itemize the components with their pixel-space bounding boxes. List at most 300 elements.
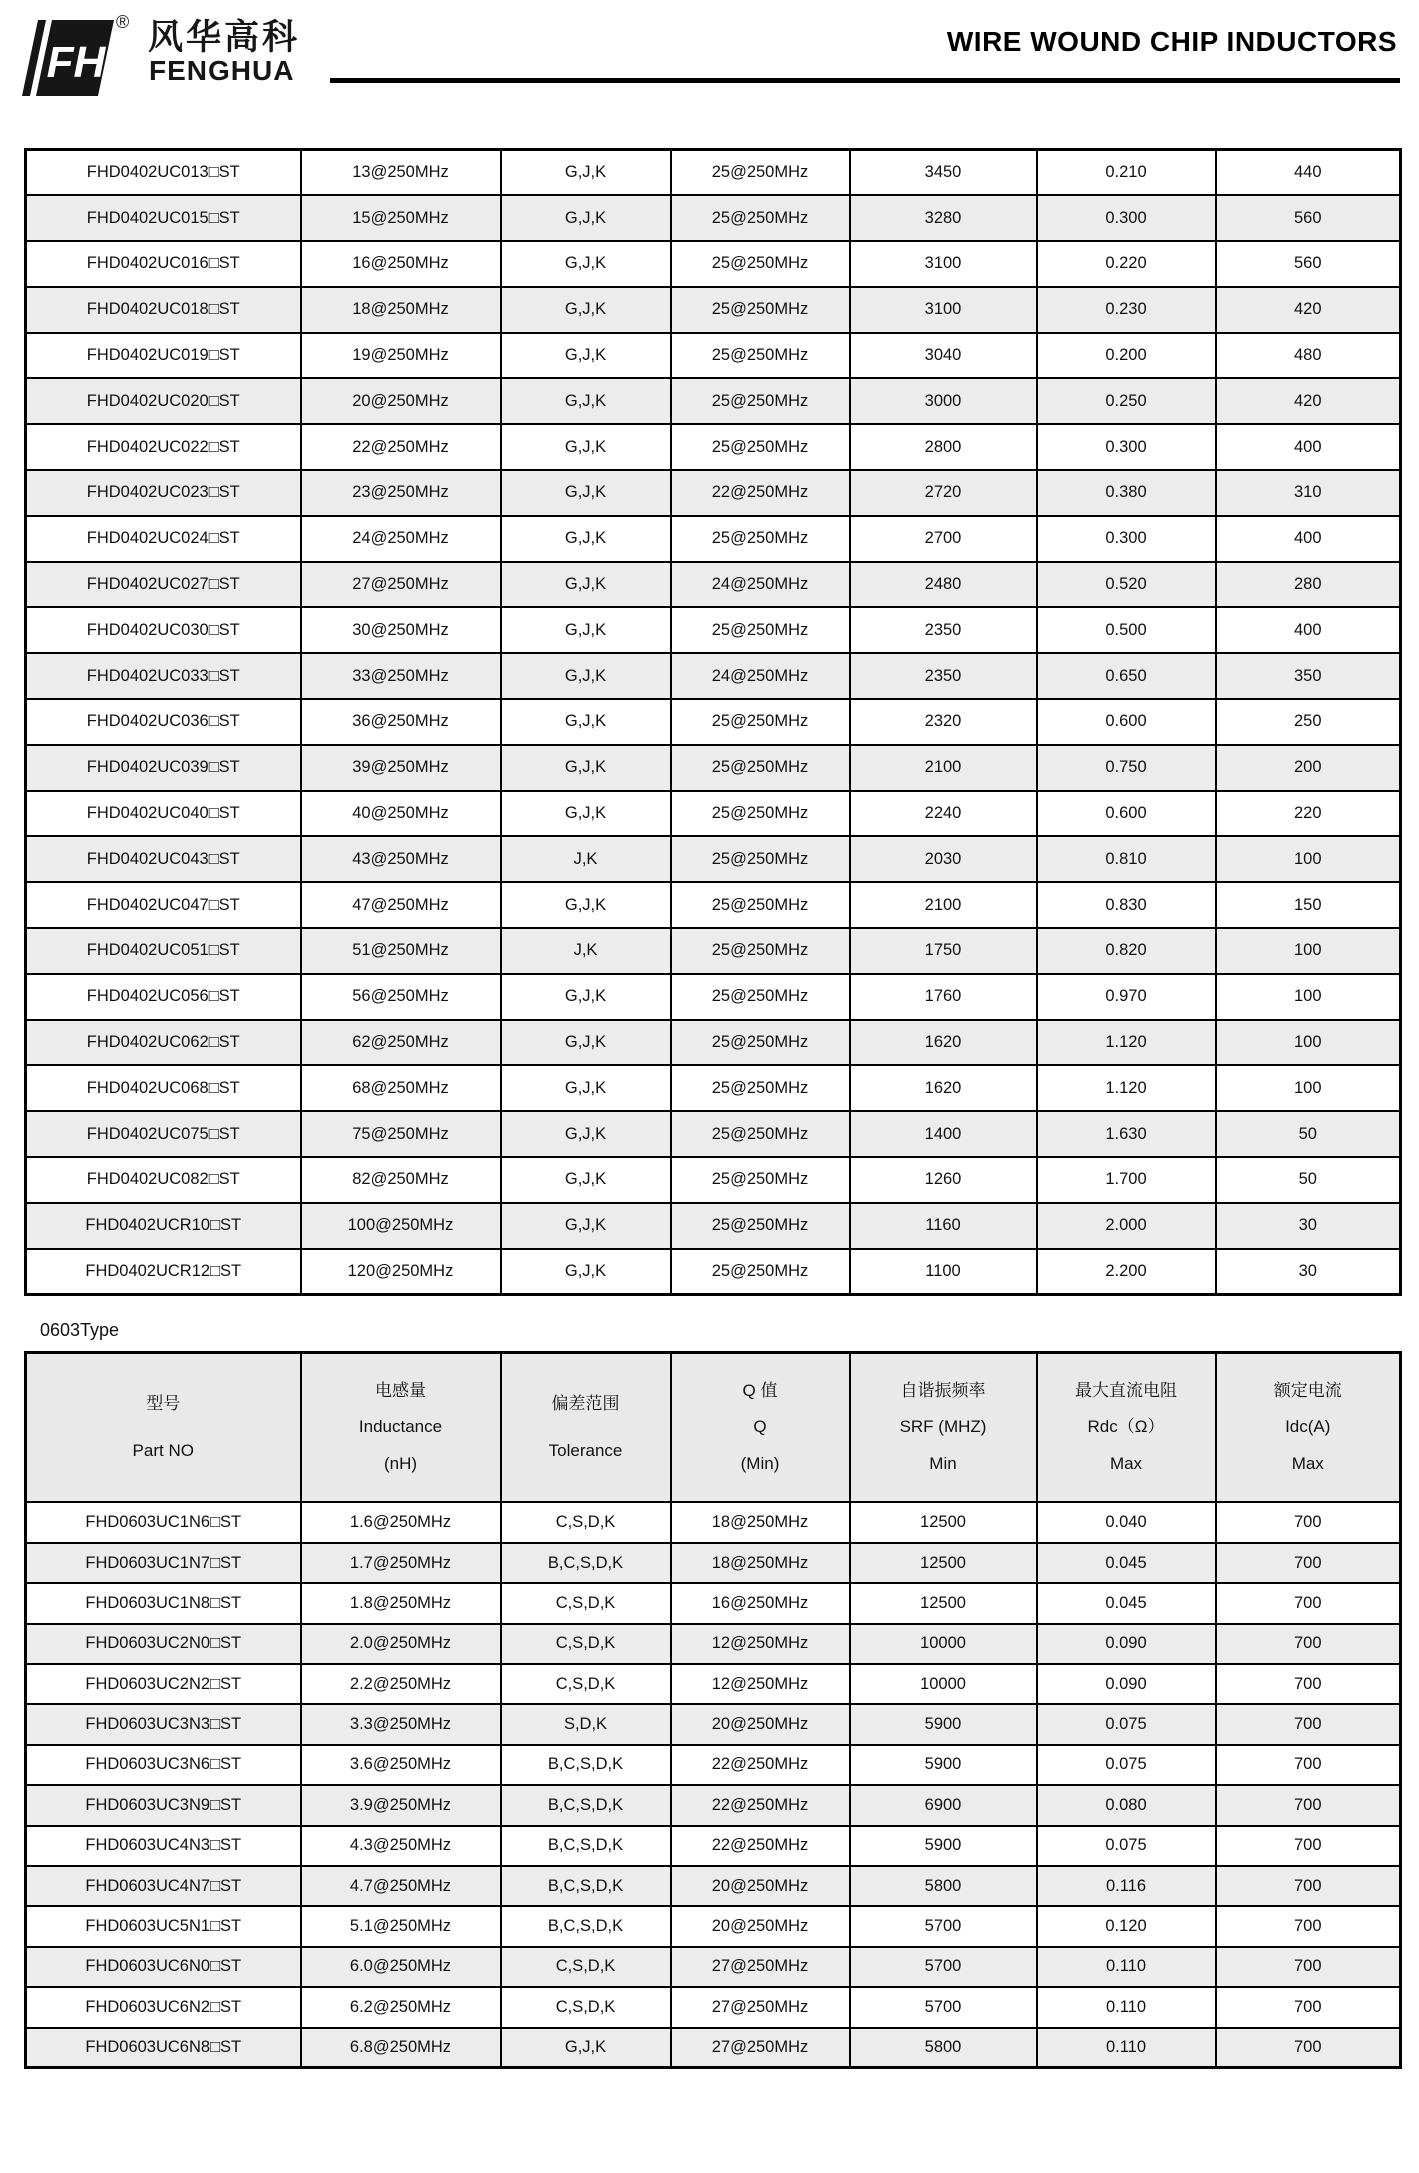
header-line: Idc(A) bbox=[1285, 1417, 1331, 1437]
cell-inductance: 47@250MHz bbox=[301, 882, 501, 928]
header-line: Max bbox=[1291, 1454, 1324, 1474]
header-line: 电感量 bbox=[375, 1380, 426, 1400]
cell-q: 27@250MHz bbox=[671, 1947, 850, 1987]
cell-tolerance: G,J,K bbox=[501, 2028, 671, 2068]
cell-inductance: 6.8@250MHz bbox=[301, 2028, 501, 2068]
header-line: Part NO bbox=[132, 1440, 194, 1460]
cell-tolerance: G,J,K bbox=[501, 1020, 671, 1066]
cell-tolerance: G,J,K bbox=[501, 562, 671, 608]
col-header-tolerance bbox=[501, 1352, 671, 1502]
cell-srf: 2800 bbox=[850, 424, 1037, 470]
cell-q: 25@250MHz bbox=[671, 882, 850, 928]
cell-inductance: 1.8@250MHz bbox=[301, 1583, 501, 1623]
cell-rdc: 0.045 bbox=[1037, 1543, 1216, 1583]
cell-tolerance: G,J,K bbox=[501, 241, 671, 287]
cell-srf: 2700 bbox=[850, 516, 1037, 562]
cell-idc: 440 bbox=[1216, 150, 1401, 196]
cell-part-no: FHD0402UC043□ST bbox=[26, 836, 301, 882]
cell-part-no: FHD0603UC4N3□ST bbox=[26, 1826, 301, 1866]
header-line: Inductance bbox=[358, 1417, 443, 1437]
cell-tolerance: J,K bbox=[501, 928, 671, 974]
cell-q: 24@250MHz bbox=[671, 653, 850, 699]
cell-tolerance: B,C,S,D,K bbox=[501, 1785, 671, 1825]
cell-srf: 6900 bbox=[850, 1785, 1037, 1825]
table-row bbox=[26, 1502, 1401, 1542]
cell-inductance: 40@250MHz bbox=[301, 791, 501, 837]
table-row bbox=[26, 1624, 1401, 1664]
cell-q: 25@250MHz bbox=[671, 378, 850, 424]
cell-q: 18@250MHz bbox=[671, 1502, 850, 1542]
cell-inductance: 3.9@250MHz bbox=[301, 1785, 501, 1825]
table-row bbox=[26, 1065, 1401, 1111]
header-line: Min bbox=[929, 1454, 957, 1474]
table-row bbox=[26, 378, 1401, 424]
cell-srf: 5900 bbox=[850, 1826, 1037, 1866]
cell-tolerance: G,J,K bbox=[501, 1065, 671, 1111]
cell-part-no: FHD0402UC056□ST bbox=[26, 974, 301, 1020]
header-line: 型号 bbox=[146, 1393, 181, 1413]
cell-srf: 2350 bbox=[850, 607, 1037, 653]
cell-idc: 220 bbox=[1216, 791, 1401, 837]
cell-rdc: 0.116 bbox=[1037, 1866, 1216, 1906]
header-line: Rdc（Ω） bbox=[1087, 1417, 1165, 1437]
cell-part-no: FHD0402UC015□ST bbox=[26, 195, 301, 241]
cell-idc: 700 bbox=[1216, 1502, 1401, 1542]
cell-rdc: 0.110 bbox=[1037, 1947, 1216, 1987]
cell-q: 25@250MHz bbox=[671, 1203, 850, 1249]
cell-idc: 700 bbox=[1216, 1624, 1401, 1664]
table-row bbox=[26, 150, 1401, 196]
cell-tolerance: G,J,K bbox=[501, 699, 671, 745]
cell-q: 25@250MHz bbox=[671, 1020, 850, 1066]
cell-inductance: 18@250MHz bbox=[301, 287, 501, 333]
cell-inductance: 6.2@250MHz bbox=[301, 1987, 501, 2027]
cell-q: 22@250MHz bbox=[671, 1826, 850, 1866]
header-line: 自谐振频率 bbox=[900, 1380, 986, 1400]
table-row bbox=[26, 699, 1401, 745]
cell-part-no: FHD0402UC018□ST bbox=[26, 287, 301, 333]
cell-part-no: FHD0402UC051□ST bbox=[26, 928, 301, 974]
cell-srf: 1260 bbox=[850, 1157, 1037, 1203]
header-divider bbox=[330, 78, 1400, 83]
cell-inductance: 2.0@250MHz bbox=[301, 1624, 501, 1664]
cell-part-no: FHD0603UC6N0□ST bbox=[26, 1947, 301, 1987]
cell-q: 24@250MHz bbox=[671, 562, 850, 608]
cell-srf: 12500 bbox=[850, 1543, 1037, 1583]
cell-q: 25@250MHz bbox=[671, 287, 850, 333]
cell-idc: 30 bbox=[1216, 1249, 1401, 1295]
cell-inductance: 24@250MHz bbox=[301, 516, 501, 562]
cell-srf: 2100 bbox=[850, 882, 1037, 928]
cell-srf: 2720 bbox=[850, 470, 1037, 516]
cell-tolerance: G,J,K bbox=[501, 378, 671, 424]
cell-rdc: 0.080 bbox=[1037, 1785, 1216, 1825]
cell-inductance: 68@250MHz bbox=[301, 1065, 501, 1111]
cell-idc: 310 bbox=[1216, 470, 1401, 516]
cell-q: 25@250MHz bbox=[671, 699, 850, 745]
cell-srf: 1400 bbox=[850, 1111, 1037, 1157]
cell-rdc: 0.830 bbox=[1037, 882, 1216, 928]
cell-rdc: 0.300 bbox=[1037, 195, 1216, 241]
cell-q: 25@250MHz bbox=[671, 424, 850, 470]
cell-tolerance: G,J,K bbox=[501, 1157, 671, 1203]
cell-tolerance: B,C,S,D,K bbox=[501, 1906, 671, 1946]
cell-inductance: 82@250MHz bbox=[301, 1157, 501, 1203]
cell-rdc: 0.600 bbox=[1037, 699, 1216, 745]
cell-part-no: FHD0603UC6N8□ST bbox=[26, 2028, 301, 2068]
cell-rdc: 0.210 bbox=[1037, 150, 1216, 196]
cell-q: 25@250MHz bbox=[671, 1065, 850, 1111]
table-row bbox=[26, 1203, 1401, 1249]
cell-srf: 3000 bbox=[850, 378, 1037, 424]
cell-rdc: 1.700 bbox=[1037, 1157, 1216, 1203]
cell-rdc: 0.075 bbox=[1037, 1704, 1216, 1744]
cell-rdc: 0.300 bbox=[1037, 516, 1216, 562]
cell-srf: 1760 bbox=[850, 974, 1037, 1020]
cell-tolerance: B,C,S,D,K bbox=[501, 1745, 671, 1785]
cell-rdc: 0.650 bbox=[1037, 653, 1216, 699]
table-row bbox=[26, 1157, 1401, 1203]
cell-tolerance: G,J,K bbox=[501, 333, 671, 379]
cell-part-no: FHD0402UC023□ST bbox=[26, 470, 301, 516]
header-line: Tolerance bbox=[548, 1440, 623, 1460]
cell-rdc: 0.820 bbox=[1037, 928, 1216, 974]
cell-srf: 5900 bbox=[850, 1704, 1037, 1744]
cell-inductance: 3.3@250MHz bbox=[301, 1704, 501, 1744]
cell-idc: 700 bbox=[1216, 1906, 1401, 1946]
cell-rdc: 0.250 bbox=[1037, 378, 1216, 424]
cell-rdc: 0.230 bbox=[1037, 287, 1216, 333]
cell-inductance: 22@250MHz bbox=[301, 424, 501, 470]
cell-rdc: 0.750 bbox=[1037, 745, 1216, 791]
cell-part-no: FHD0402UC020□ST bbox=[26, 378, 301, 424]
cell-inductance: 13@250MHz bbox=[301, 150, 501, 196]
cell-idc: 700 bbox=[1216, 2028, 1401, 2068]
page-header bbox=[0, 0, 1419, 148]
cell-part-no: FHD0402UC030□ST bbox=[26, 607, 301, 653]
cell-q: 27@250MHz bbox=[671, 1987, 850, 2027]
cell-inductance: 43@250MHz bbox=[301, 836, 501, 882]
cell-inductance: 75@250MHz bbox=[301, 1111, 501, 1157]
cell-idc: 700 bbox=[1216, 1664, 1401, 1704]
cell-rdc: 0.380 bbox=[1037, 470, 1216, 516]
cell-idc: 100 bbox=[1216, 974, 1401, 1020]
cell-srf: 1100 bbox=[850, 1249, 1037, 1295]
cell-part-no: FHD0603UC3N9□ST bbox=[26, 1785, 301, 1825]
cell-rdc: 0.045 bbox=[1037, 1583, 1216, 1623]
header-line: Max bbox=[1109, 1454, 1143, 1474]
table-row bbox=[26, 1543, 1401, 1583]
col-header-q bbox=[671, 1352, 850, 1502]
cell-part-no: FHD0603UC1N7□ST bbox=[26, 1543, 301, 1583]
cell-rdc: 0.600 bbox=[1037, 791, 1216, 837]
cell-part-no: FHD0402UCR10□ST bbox=[26, 1203, 301, 1249]
cell-inductance: 33@250MHz bbox=[301, 653, 501, 699]
cell-idc: 100 bbox=[1216, 928, 1401, 974]
cell-q: 18@250MHz bbox=[671, 1543, 850, 1583]
cell-inductance: 15@250MHz bbox=[301, 195, 501, 241]
cell-part-no: FHD0603UC1N6□ST bbox=[26, 1502, 301, 1542]
col-header-part-no bbox=[26, 1352, 301, 1502]
cell-srf: 3100 bbox=[850, 241, 1037, 287]
cell-idc: 30 bbox=[1216, 1203, 1401, 1249]
cell-inductance: 1.7@250MHz bbox=[301, 1543, 501, 1583]
cell-part-no: FHD0603UC4N7□ST bbox=[26, 1866, 301, 1906]
cell-q: 22@250MHz bbox=[671, 1745, 850, 1785]
table-row bbox=[26, 836, 1401, 882]
cell-q: 25@250MHz bbox=[671, 928, 850, 974]
table-row bbox=[26, 1020, 1401, 1066]
cell-idc: 700 bbox=[1216, 1947, 1401, 1987]
cell-idc: 700 bbox=[1216, 1987, 1401, 2027]
table-row bbox=[26, 1906, 1401, 1946]
cell-part-no: FHD0603UC5N1□ST bbox=[26, 1906, 301, 1946]
cell-idc: 150 bbox=[1216, 882, 1401, 928]
header-line: 偏差范围 bbox=[551, 1393, 620, 1413]
cell-srf: 3100 bbox=[850, 287, 1037, 333]
table-row bbox=[26, 1111, 1401, 1157]
cell-q: 12@250MHz bbox=[671, 1664, 850, 1704]
cell-tolerance: G,J,K bbox=[501, 150, 671, 196]
cell-part-no: FHD0603UC2N2□ST bbox=[26, 1664, 301, 1704]
cell-q: 25@250MHz bbox=[671, 745, 850, 791]
cell-tolerance: C,S,D,K bbox=[501, 1583, 671, 1623]
cell-inductance: 62@250MHz bbox=[301, 1020, 501, 1066]
col-header-srf bbox=[850, 1352, 1037, 1502]
table-row bbox=[26, 1826, 1401, 1866]
cell-tolerance: C,S,D,K bbox=[501, 1624, 671, 1664]
cell-rdc: 0.200 bbox=[1037, 333, 1216, 379]
logo-english-text: FENGHUA bbox=[149, 55, 295, 86]
cell-q: 16@250MHz bbox=[671, 1583, 850, 1623]
cell-inductance: 2.2@250MHz bbox=[301, 1664, 501, 1704]
cell-srf: 12500 bbox=[850, 1583, 1037, 1623]
cell-inductance: 4.3@250MHz bbox=[301, 1826, 501, 1866]
cell-srf: 3450 bbox=[850, 150, 1037, 196]
cell-srf: 5700 bbox=[850, 1947, 1037, 1987]
cell-idc: 560 bbox=[1216, 241, 1401, 287]
cell-rdc: 0.220 bbox=[1037, 241, 1216, 287]
cell-idc: 280 bbox=[1216, 562, 1401, 608]
cell-q: 25@250MHz bbox=[671, 607, 850, 653]
cell-part-no: FHD0402UC016□ST bbox=[26, 241, 301, 287]
cell-tolerance: C,S,D,K bbox=[501, 1987, 671, 2027]
cell-idc: 700 bbox=[1216, 1866, 1401, 1906]
cell-rdc: 0.040 bbox=[1037, 1502, 1216, 1542]
cell-rdc: 0.110 bbox=[1037, 2028, 1216, 2068]
cell-q: 20@250MHz bbox=[671, 1906, 850, 1946]
cell-tolerance: B,C,S,D,K bbox=[501, 1866, 671, 1906]
cell-tolerance: S,D,K bbox=[501, 1704, 671, 1744]
cell-q: 20@250MHz bbox=[671, 1866, 850, 1906]
cell-part-no: FHD0402UC047□ST bbox=[26, 882, 301, 928]
cell-part-no: FHD0603UC3N6□ST bbox=[26, 1745, 301, 1785]
cell-inductance: 36@250MHz bbox=[301, 699, 501, 745]
cell-tolerance: G,J,K bbox=[501, 287, 671, 333]
cell-tolerance: G,J,K bbox=[501, 195, 671, 241]
table-row bbox=[26, 1583, 1401, 1623]
cell-tolerance: B,C,S,D,K bbox=[501, 1826, 671, 1866]
cell-q: 25@250MHz bbox=[671, 150, 850, 196]
table-row bbox=[26, 1745, 1401, 1785]
cell-part-no: FHD0603UC1N8□ST bbox=[26, 1583, 301, 1623]
cell-inductance: 39@250MHz bbox=[301, 745, 501, 791]
cell-inductance: 30@250MHz bbox=[301, 607, 501, 653]
cell-rdc: 1.630 bbox=[1037, 1111, 1216, 1157]
cell-inductance: 5.1@250MHz bbox=[301, 1906, 501, 1946]
table-row bbox=[26, 333, 1401, 379]
cell-q: 20@250MHz bbox=[671, 1704, 850, 1744]
cell-tolerance: C,S,D,K bbox=[501, 1664, 671, 1704]
table-row bbox=[26, 745, 1401, 791]
cell-tolerance: G,J,K bbox=[501, 974, 671, 1020]
cell-idc: 50 bbox=[1216, 1157, 1401, 1203]
cell-idc: 700 bbox=[1216, 1543, 1401, 1583]
cell-idc: 100 bbox=[1216, 836, 1401, 882]
table-row bbox=[26, 1987, 1401, 2027]
cell-srf: 2320 bbox=[850, 699, 1037, 745]
cell-rdc: 0.810 bbox=[1037, 836, 1216, 882]
cell-idc: 420 bbox=[1216, 287, 1401, 333]
cell-q: 25@250MHz bbox=[671, 1249, 850, 1295]
table-row bbox=[26, 1866, 1401, 1906]
cell-idc: 400 bbox=[1216, 516, 1401, 562]
cell-inductance: 20@250MHz bbox=[301, 378, 501, 424]
cell-idc: 700 bbox=[1216, 1785, 1401, 1825]
table-row bbox=[26, 516, 1401, 562]
cell-inductance: 16@250MHz bbox=[301, 241, 501, 287]
table-row bbox=[26, 607, 1401, 653]
cell-part-no: FHD0402UC036□ST bbox=[26, 699, 301, 745]
cell-q: 22@250MHz bbox=[671, 470, 850, 516]
cell-rdc: 1.120 bbox=[1037, 1065, 1216, 1111]
col-header-inductance bbox=[301, 1352, 501, 1502]
cell-tolerance: C,S,D,K bbox=[501, 1502, 671, 1542]
col-header-idc bbox=[1216, 1352, 1401, 1502]
table-row bbox=[26, 1664, 1401, 1704]
cell-srf: 10000 bbox=[850, 1664, 1037, 1704]
table-row bbox=[26, 791, 1401, 837]
cell-idc: 700 bbox=[1216, 1826, 1401, 1866]
cell-q: 27@250MHz bbox=[671, 2028, 850, 2068]
cell-idc: 560 bbox=[1216, 195, 1401, 241]
cell-q: 25@250MHz bbox=[671, 1157, 850, 1203]
cell-rdc: 0.075 bbox=[1037, 1745, 1216, 1785]
header-line: (nH) bbox=[383, 1454, 418, 1474]
cell-part-no: FHD0402UC019□ST bbox=[26, 333, 301, 379]
cell-srf: 5800 bbox=[850, 1866, 1037, 1906]
cell-srf: 3040 bbox=[850, 333, 1037, 379]
fenghua-logo-icon bbox=[22, 20, 114, 96]
header-line: Q bbox=[753, 1417, 767, 1437]
cell-q: 22@250MHz bbox=[671, 1785, 850, 1825]
table-row bbox=[26, 424, 1401, 470]
inductor-table-0402 bbox=[24, 148, 1402, 1296]
cell-tolerance: J,K bbox=[501, 836, 671, 882]
cell-idc: 400 bbox=[1216, 424, 1401, 470]
cell-rdc: 1.120 bbox=[1037, 1020, 1216, 1066]
cell-inductance: 6.0@250MHz bbox=[301, 1947, 501, 1987]
cell-inductance: 1.6@250MHz bbox=[301, 1502, 501, 1542]
cell-q: 25@250MHz bbox=[671, 791, 850, 837]
cell-rdc: 0.090 bbox=[1037, 1664, 1216, 1704]
cell-q: 25@250MHz bbox=[671, 1111, 850, 1157]
cell-idc: 350 bbox=[1216, 653, 1401, 699]
cell-q: 12@250MHz bbox=[671, 1624, 850, 1664]
table-row bbox=[26, 1785, 1401, 1825]
registered-trademark-icon: ® bbox=[116, 12, 130, 32]
cell-idc: 700 bbox=[1216, 1745, 1401, 1785]
table-row bbox=[26, 241, 1401, 287]
cell-part-no: FHD0402UC024□ST bbox=[26, 516, 301, 562]
cell-srf: 1620 bbox=[850, 1065, 1037, 1111]
table-row bbox=[26, 195, 1401, 241]
cell-part-no: FHD0402UC033□ST bbox=[26, 653, 301, 699]
cell-srf: 2350 bbox=[850, 653, 1037, 699]
cell-q: 25@250MHz bbox=[671, 195, 850, 241]
cell-rdc: 0.090 bbox=[1037, 1624, 1216, 1664]
cell-idc: 700 bbox=[1216, 1704, 1401, 1744]
cell-tolerance: G,J,K bbox=[501, 607, 671, 653]
cell-srf: 3280 bbox=[850, 195, 1037, 241]
cell-inductance: 56@250MHz bbox=[301, 974, 501, 1020]
cell-tolerance: C,S,D,K bbox=[501, 1947, 671, 1987]
cell-inductance: 51@250MHz bbox=[301, 928, 501, 974]
cell-inductance: 19@250MHz bbox=[301, 333, 501, 379]
cell-part-no: FHD0402UC013□ST bbox=[26, 150, 301, 196]
cell-rdc: 0.970 bbox=[1037, 974, 1216, 1020]
page-title: WIRE WOUND CHIP INDUCTORS bbox=[946, 26, 1397, 57]
cell-part-no: FHD0603UC3N3□ST bbox=[26, 1704, 301, 1744]
cell-tolerance: G,J,K bbox=[501, 882, 671, 928]
cell-tolerance: B,C,S,D,K bbox=[501, 1543, 671, 1583]
header-line: 额定电流 bbox=[1273, 1380, 1342, 1400]
cell-tolerance: G,J,K bbox=[501, 653, 671, 699]
header-line: (Min) bbox=[740, 1454, 780, 1474]
cell-inductance: 27@250MHz bbox=[301, 562, 501, 608]
cell-srf: 2030 bbox=[850, 836, 1037, 882]
cell-part-no: FHD0402UC022□ST bbox=[26, 424, 301, 470]
cell-part-no: FHD0402UC040□ST bbox=[26, 791, 301, 837]
cell-tolerance: G,J,K bbox=[501, 791, 671, 837]
cell-inductance: 100@250MHz bbox=[301, 1203, 501, 1249]
cell-part-no: FHD0402UC039□ST bbox=[26, 745, 301, 791]
cell-idc: 400 bbox=[1216, 607, 1401, 653]
section-label-0603type: 0603Type bbox=[40, 1319, 120, 1340]
header-line: 最大直流电阻 bbox=[1075, 1380, 1177, 1400]
cell-srf: 2100 bbox=[850, 745, 1037, 791]
logo-chinese-text: 风华高科 bbox=[148, 18, 301, 57]
table-row bbox=[26, 928, 1401, 974]
cell-q: 25@250MHz bbox=[671, 974, 850, 1020]
cell-idc: 420 bbox=[1216, 378, 1401, 424]
cell-idc: 100 bbox=[1216, 1020, 1401, 1066]
cell-part-no: FHD0402UCR12□ST bbox=[26, 1249, 301, 1295]
logo-mark-letters: FH bbox=[46, 38, 106, 87]
cell-tolerance: G,J,K bbox=[501, 1203, 671, 1249]
cell-rdc: 0.300 bbox=[1037, 424, 1216, 470]
cell-tolerance: G,J,K bbox=[501, 516, 671, 562]
cell-rdc: 0.500 bbox=[1037, 607, 1216, 653]
cell-rdc: 2.000 bbox=[1037, 1203, 1216, 1249]
cell-idc: 50 bbox=[1216, 1111, 1401, 1157]
cell-rdc: 0.120 bbox=[1037, 1906, 1216, 1946]
cell-inductance: 4.7@250MHz bbox=[301, 1866, 501, 1906]
cell-srf: 2480 bbox=[850, 562, 1037, 608]
cell-idc: 700 bbox=[1216, 1583, 1401, 1623]
cell-idc: 480 bbox=[1216, 333, 1401, 379]
cell-part-no: FHD0603UC2N0□ST bbox=[26, 1624, 301, 1664]
